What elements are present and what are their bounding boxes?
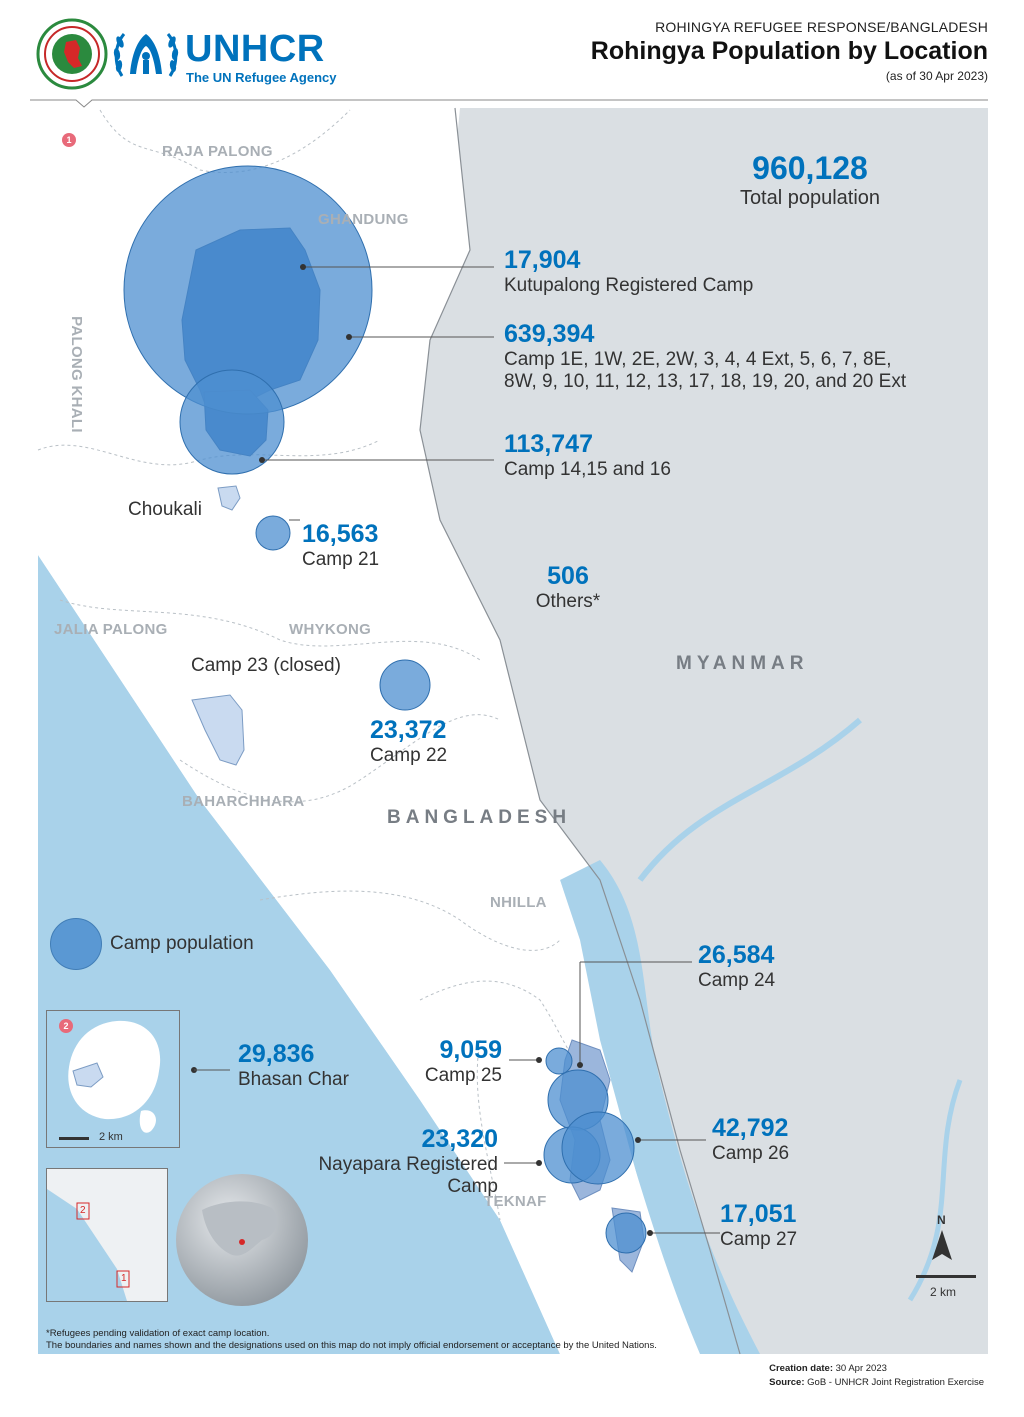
callout-label: Bhasan Char bbox=[238, 1069, 349, 1090]
callout-camp-14-16 bbox=[504, 430, 671, 481]
callout-value: 23,372 bbox=[370, 716, 447, 744]
creation-label: Creation date: bbox=[769, 1363, 833, 1374]
callout-value: 42,792 bbox=[712, 1114, 789, 1142]
callout-value: 29,836 bbox=[238, 1040, 315, 1068]
source-label: Source: bbox=[769, 1377, 805, 1388]
footnote-line-1: *Refugees pending validation of exact camp location. bbox=[46, 1328, 270, 1339]
legend-label: Camp population bbox=[110, 933, 254, 954]
place-raja-palong: RAJA PALONG bbox=[162, 143, 273, 160]
north-label: N bbox=[937, 1213, 946, 1227]
place-choukali: Choukali bbox=[128, 499, 202, 520]
circle-camp-22 bbox=[380, 660, 430, 710]
callout-label-2: Camp bbox=[447, 1176, 498, 1197]
unhcr-laurel-icon bbox=[112, 28, 180, 84]
callout-label: Camp 14,15 and 16 bbox=[504, 459, 671, 480]
callout-label: Nayapara Registered bbox=[318, 1154, 498, 1175]
callout-label: Camp 26 bbox=[712, 1143, 790, 1164]
circle-camp-14-16 bbox=[180, 370, 284, 474]
circle-camp-27 bbox=[606, 1213, 646, 1253]
callout-camp-25 bbox=[410, 1036, 502, 1087]
creation-value: 30 Apr 2023 bbox=[835, 1363, 887, 1374]
overview-marker-2: 2 bbox=[80, 1205, 86, 1216]
inset-overview[interactable] bbox=[46, 1168, 168, 1302]
callout-camp-26 bbox=[712, 1114, 789, 1165]
callout-value: 639,394 bbox=[504, 320, 595, 348]
callout-label: Camp 1E, 1W, 2E, 2W, 3, 4, 4 Ext, 5, 6, 7, 8E, bbox=[504, 349, 892, 370]
header-kicker: ROHINGYA REFUGEE RESPONSE/BANGLADESH bbox=[655, 19, 988, 35]
total-label: Total population bbox=[739, 187, 881, 209]
total-value: 960,128 bbox=[752, 150, 868, 186]
total-population bbox=[730, 150, 890, 209]
unhcr-wordmark: UNHCR bbox=[185, 28, 325, 70]
country-myanmar: MYANMAR bbox=[676, 653, 809, 674]
place-jalia-palong: JALIA PALONG bbox=[54, 621, 168, 638]
callout-kutupalong bbox=[504, 246, 753, 297]
callout-value: 506 bbox=[547, 562, 589, 590]
callout-label: Camp 21 bbox=[302, 549, 380, 570]
callout-value: 16,563 bbox=[302, 520, 379, 548]
callout-label: Camp 24 bbox=[698, 970, 776, 991]
place-whykong: WHYKONG bbox=[289, 621, 372, 638]
callout-label-2: 8W, 9, 10, 11, 12, 13, 17, 18, 19, 20, and 20 Ext bbox=[504, 371, 907, 392]
circle-camp-21 bbox=[256, 516, 290, 550]
overview-marker-1: 1 bbox=[121, 1273, 127, 1284]
place-camp23: Camp 23 (closed) bbox=[191, 655, 341, 676]
callout-value: 113,747 bbox=[504, 430, 593, 458]
callout-label: Others* bbox=[535, 591, 601, 612]
unhcr-tagline: The UN Refugee Agency bbox=[186, 70, 337, 85]
callout-value: 26,584 bbox=[698, 941, 775, 969]
callout-nayapara bbox=[286, 1125, 498, 1198]
bhasan-leader bbox=[190, 1066, 230, 1074]
creation-meta bbox=[769, 1362, 984, 1390]
callout-label: Camp 25 bbox=[424, 1065, 502, 1086]
inset-bhasan-char[interactable] bbox=[46, 1010, 180, 1148]
footnote-line-2: The boundaries and names shown and the designations used on this map do not imply official endorsement or acceptance by the United Nations. bbox=[46, 1340, 657, 1351]
source-row bbox=[769, 1376, 984, 1390]
unhcr-emblem bbox=[112, 28, 180, 84]
inset-scale-label: 2 km bbox=[99, 1131, 123, 1143]
footnote bbox=[46, 1328, 806, 1352]
callout-camp-27 bbox=[720, 1200, 797, 1251]
gov-logo bbox=[36, 18, 108, 90]
callout-value: 17,051 bbox=[720, 1200, 797, 1228]
callout-bhasan-char bbox=[238, 1040, 349, 1091]
place-ghandung: GHANDUNG bbox=[318, 211, 409, 228]
callout-camp-24 bbox=[698, 941, 775, 992]
header-date: (as of 30 Apr 2023) bbox=[885, 69, 988, 83]
inset-scale-bar bbox=[59, 1137, 89, 1140]
bangladesh-seal-icon bbox=[36, 18, 108, 90]
callout-camp-22 bbox=[370, 716, 447, 767]
callout-value: 23,320 bbox=[421, 1125, 498, 1153]
callout-value: 9,059 bbox=[439, 1036, 502, 1064]
map-marker-1: 1 bbox=[62, 133, 76, 147]
scale-label: 2 km bbox=[930, 1285, 957, 1299]
callout-value: 17,904 bbox=[504, 246, 581, 274]
creation-date-row bbox=[769, 1362, 984, 1376]
callout-camp-21 bbox=[302, 520, 379, 571]
north-arrow-icon bbox=[930, 1228, 954, 1262]
legend-circle-icon bbox=[50, 918, 102, 970]
place-palong-khali: PALONG KHALI bbox=[67, 316, 85, 433]
place-teknaf: TEKNAF bbox=[484, 1193, 547, 1210]
callout-label: Camp 22 bbox=[370, 745, 448, 766]
scale-bar bbox=[916, 1275, 976, 1278]
globe-locator bbox=[172, 1170, 312, 1310]
source-value: GoB - UNHCR Joint Registration Exercise bbox=[807, 1377, 984, 1388]
callout-label: Camp 27 bbox=[720, 1229, 798, 1250]
callout-others bbox=[528, 562, 608, 613]
place-nhilla: NHILLA bbox=[490, 894, 547, 911]
place-baharchhara: BAHARCHHARA bbox=[182, 793, 305, 810]
overview-map bbox=[47, 1169, 167, 1301]
circle-camp-25 bbox=[546, 1048, 572, 1074]
callout-camps-1e-20ext bbox=[504, 320, 906, 393]
country-bangladesh: BANGLADESH bbox=[387, 807, 572, 828]
inset-marker-2: 2 bbox=[59, 1019, 73, 1033]
page-title: Rohingya Population by Location bbox=[590, 37, 988, 65]
callout-label: Kutupalong Registered Camp bbox=[504, 275, 754, 296]
circle-camp-26 bbox=[562, 1112, 634, 1184]
